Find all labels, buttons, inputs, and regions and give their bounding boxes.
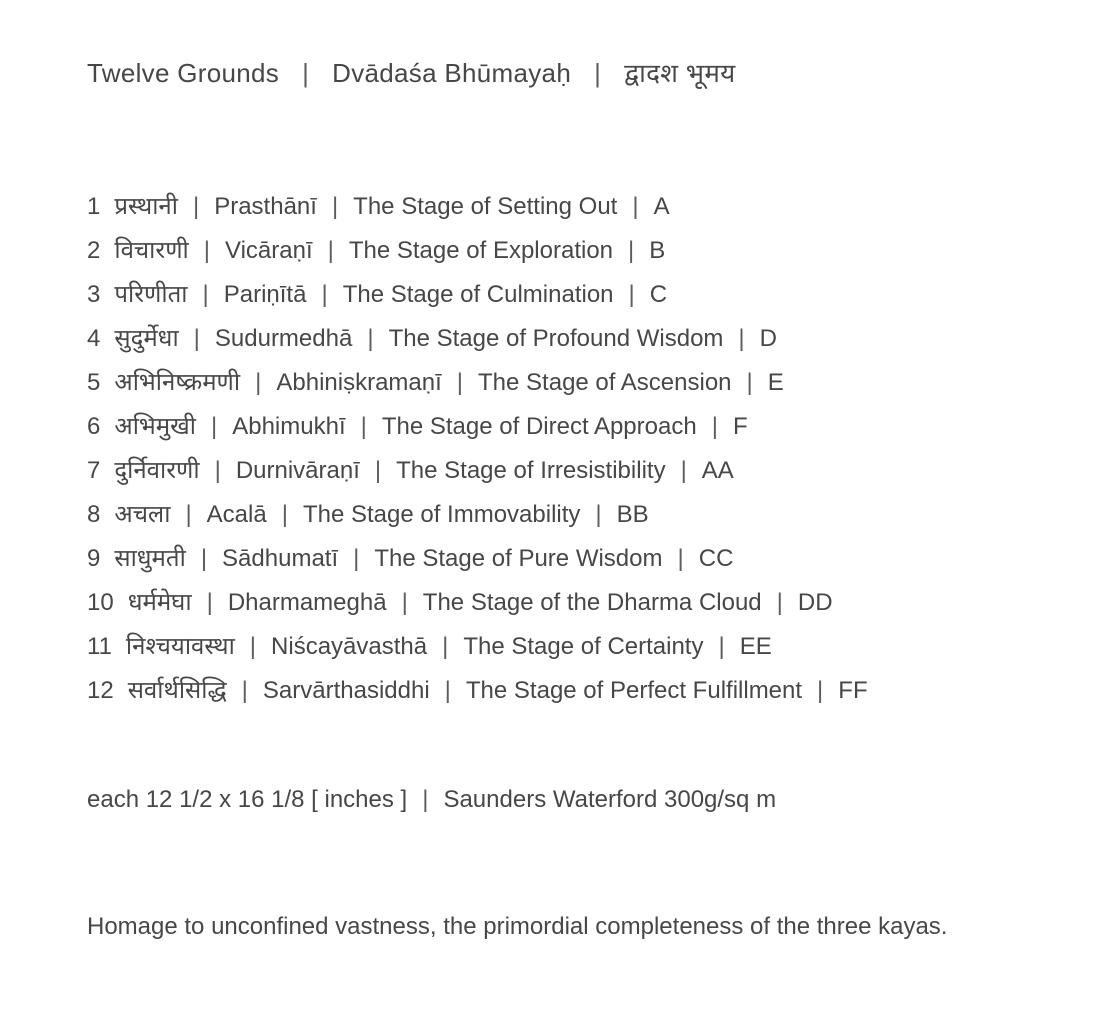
ground-number: 1 [87,193,101,220]
ground-devanagari: प्रस्थानी [114,193,178,220]
separator-pipe: | [185,501,192,528]
ground-number: 9 [87,545,101,572]
separator-pipe: | [817,677,824,704]
ground-code: C [649,281,668,308]
ground-number: 10 [87,589,114,616]
separator-pipe: | [214,457,221,484]
ground-number: 3 [87,281,101,308]
ground-transliteration: Acalā [206,501,267,528]
title-transliteration: Dvādaśa Bhūmayaḥ [332,58,572,88]
ground-transliteration: Sādhumatī [222,545,339,572]
ground-english: The Stage of Pure Wisdom [374,545,663,572]
ground-row [87,317,1078,361]
ground-code: AA [701,457,734,484]
ground-row [87,625,1078,669]
ground-number: 2 [87,237,101,264]
ground-code: BB [616,501,649,528]
separator-pipe: | [241,677,248,704]
ground-code: CC [698,545,734,572]
separator-pipe: | [203,237,210,264]
title-english: Twelve Grounds [87,58,280,88]
separator-pipe: | [206,589,213,616]
ground-devanagari: सुदुर्मेधा [114,325,179,352]
separator-pipe: | [738,325,745,352]
separator-pipe: | [200,545,208,572]
paper-text: Saunders Waterford 300g/sq m [443,786,777,813]
ground-devanagari: निश्चयावस्था [125,633,235,660]
ground-english: The Stage of Culmination [342,281,614,308]
ground-code: D [759,325,777,352]
homage-line: Homage to unconfined vastness, the primordial completeness of the three kayas. [87,913,948,940]
separator-pipe: | [628,237,635,264]
separator-pipe: | [422,786,429,813]
ground-code: B [649,237,666,264]
ground-english: The Stage of Exploration [348,237,614,264]
separator-pipe: | [360,413,367,440]
separator-pipe: | [249,633,257,660]
ground-row [87,185,1078,229]
separator-pipe: | [456,369,464,396]
ground-transliteration: Durnivāraṇī [235,457,360,484]
separator-pipe: | [444,677,451,704]
ground-code: FF [838,677,868,704]
ground-english: The Stage of Ascension [478,369,732,396]
separator-pipe: | [594,58,602,88]
edition-details [87,784,1078,816]
separator-pipe: | [746,369,753,396]
ground-code: F [732,413,748,440]
grounds-list [87,185,1078,713]
ground-row [87,493,1078,537]
ground-english: The Stage of the Dharma Cloud [422,589,762,616]
separator-pipe: | [677,545,684,572]
ground-code: EE [739,633,772,660]
ground-english: The Stage of Setting Out [353,193,618,220]
ground-number: 5 [87,369,101,396]
ground-number: 8 [87,501,101,528]
ground-devanagari: विचारणी [114,237,189,264]
ground-devanagari: सर्वार्थसिद्धि [127,677,227,704]
ground-english: The Stage of Perfect Fulfillment [465,677,803,704]
separator-pipe: | [255,369,262,396]
ground-code: A [653,193,670,220]
separator-pipe: | [302,58,310,88]
separator-pipe: | [281,501,288,528]
ground-transliteration: Sarvārthasiddhi [262,677,430,704]
title-devanagari: द्वादश भूमय [624,58,736,88]
ground-devanagari: दुर्निवारणी [114,457,200,484]
ground-devanagari: अचला [114,501,171,528]
ground-transliteration: Pariṇītā [223,281,307,308]
separator-pipe: | [628,281,635,308]
ground-transliteration: Abhiniṣkramaṇī [276,369,442,396]
ground-row [87,537,1078,581]
ground-number: 11 [87,633,112,660]
separator-pipe: | [595,501,602,528]
separator-pipe: | [192,193,200,220]
ground-transliteration: Abhimukhī [232,413,346,440]
ground-number: 12 [87,677,114,704]
separator-pipe: | [321,281,328,308]
separator-pipe: | [680,457,687,484]
ground-devanagari: साधुमती [114,545,186,572]
separator-pipe: | [718,633,725,660]
separator-pipe: | [210,413,218,440]
separator-pipe: | [331,193,339,220]
ground-transliteration: Niścayāvasthā [271,633,428,660]
ground-devanagari: धर्ममेघा [127,589,192,616]
ground-row [87,581,1078,625]
separator-pipe: | [632,193,639,220]
separator-pipe: | [353,545,360,572]
ground-row [87,405,1078,449]
ground-transliteration: Vicāraṇī [225,237,313,264]
ground-number: 7 [87,457,101,484]
ground-english: The Stage of Certainty [463,633,704,660]
ground-row [87,229,1078,273]
ground-row [87,273,1078,317]
ground-code: DD [797,589,833,616]
separator-pipe: | [202,281,209,308]
dimensions-text: each 12 1/2 x 16 1/8 [ inches ] [87,786,408,813]
ground-english: The Stage of Irresistibility [396,457,666,484]
page-title [87,56,1078,90]
ground-devanagari: अभिमुखी [114,413,196,440]
ground-number: 4 [87,325,101,352]
separator-pipe: | [374,457,382,484]
ground-english: The Stage of Direct Approach [381,413,697,440]
ground-english: The Stage of Immovability [302,501,581,528]
ground-row [87,669,1078,713]
separator-pipe: | [367,325,374,352]
separator-pipe: | [193,325,200,352]
ground-row [87,361,1078,405]
separator-pipe: | [401,589,408,616]
separator-pipe: | [327,237,334,264]
ground-transliteration: Prasthānī [214,193,317,220]
ground-row [87,449,1078,493]
separator-pipe: | [776,589,783,616]
ground-english: The Stage of Profound Wisdom [388,325,724,352]
ground-devanagari: अभिनिष्क्रमणी [114,369,241,396]
ground-transliteration: Sudurmedhā [214,325,353,352]
ground-transliteration: Dharmameghā [227,589,387,616]
ground-code: E [767,369,784,396]
ground-number: 6 [87,413,101,440]
ground-devanagari: परिणीता [114,281,188,308]
separator-pipe: | [711,413,718,440]
separator-pipe: | [442,633,449,660]
